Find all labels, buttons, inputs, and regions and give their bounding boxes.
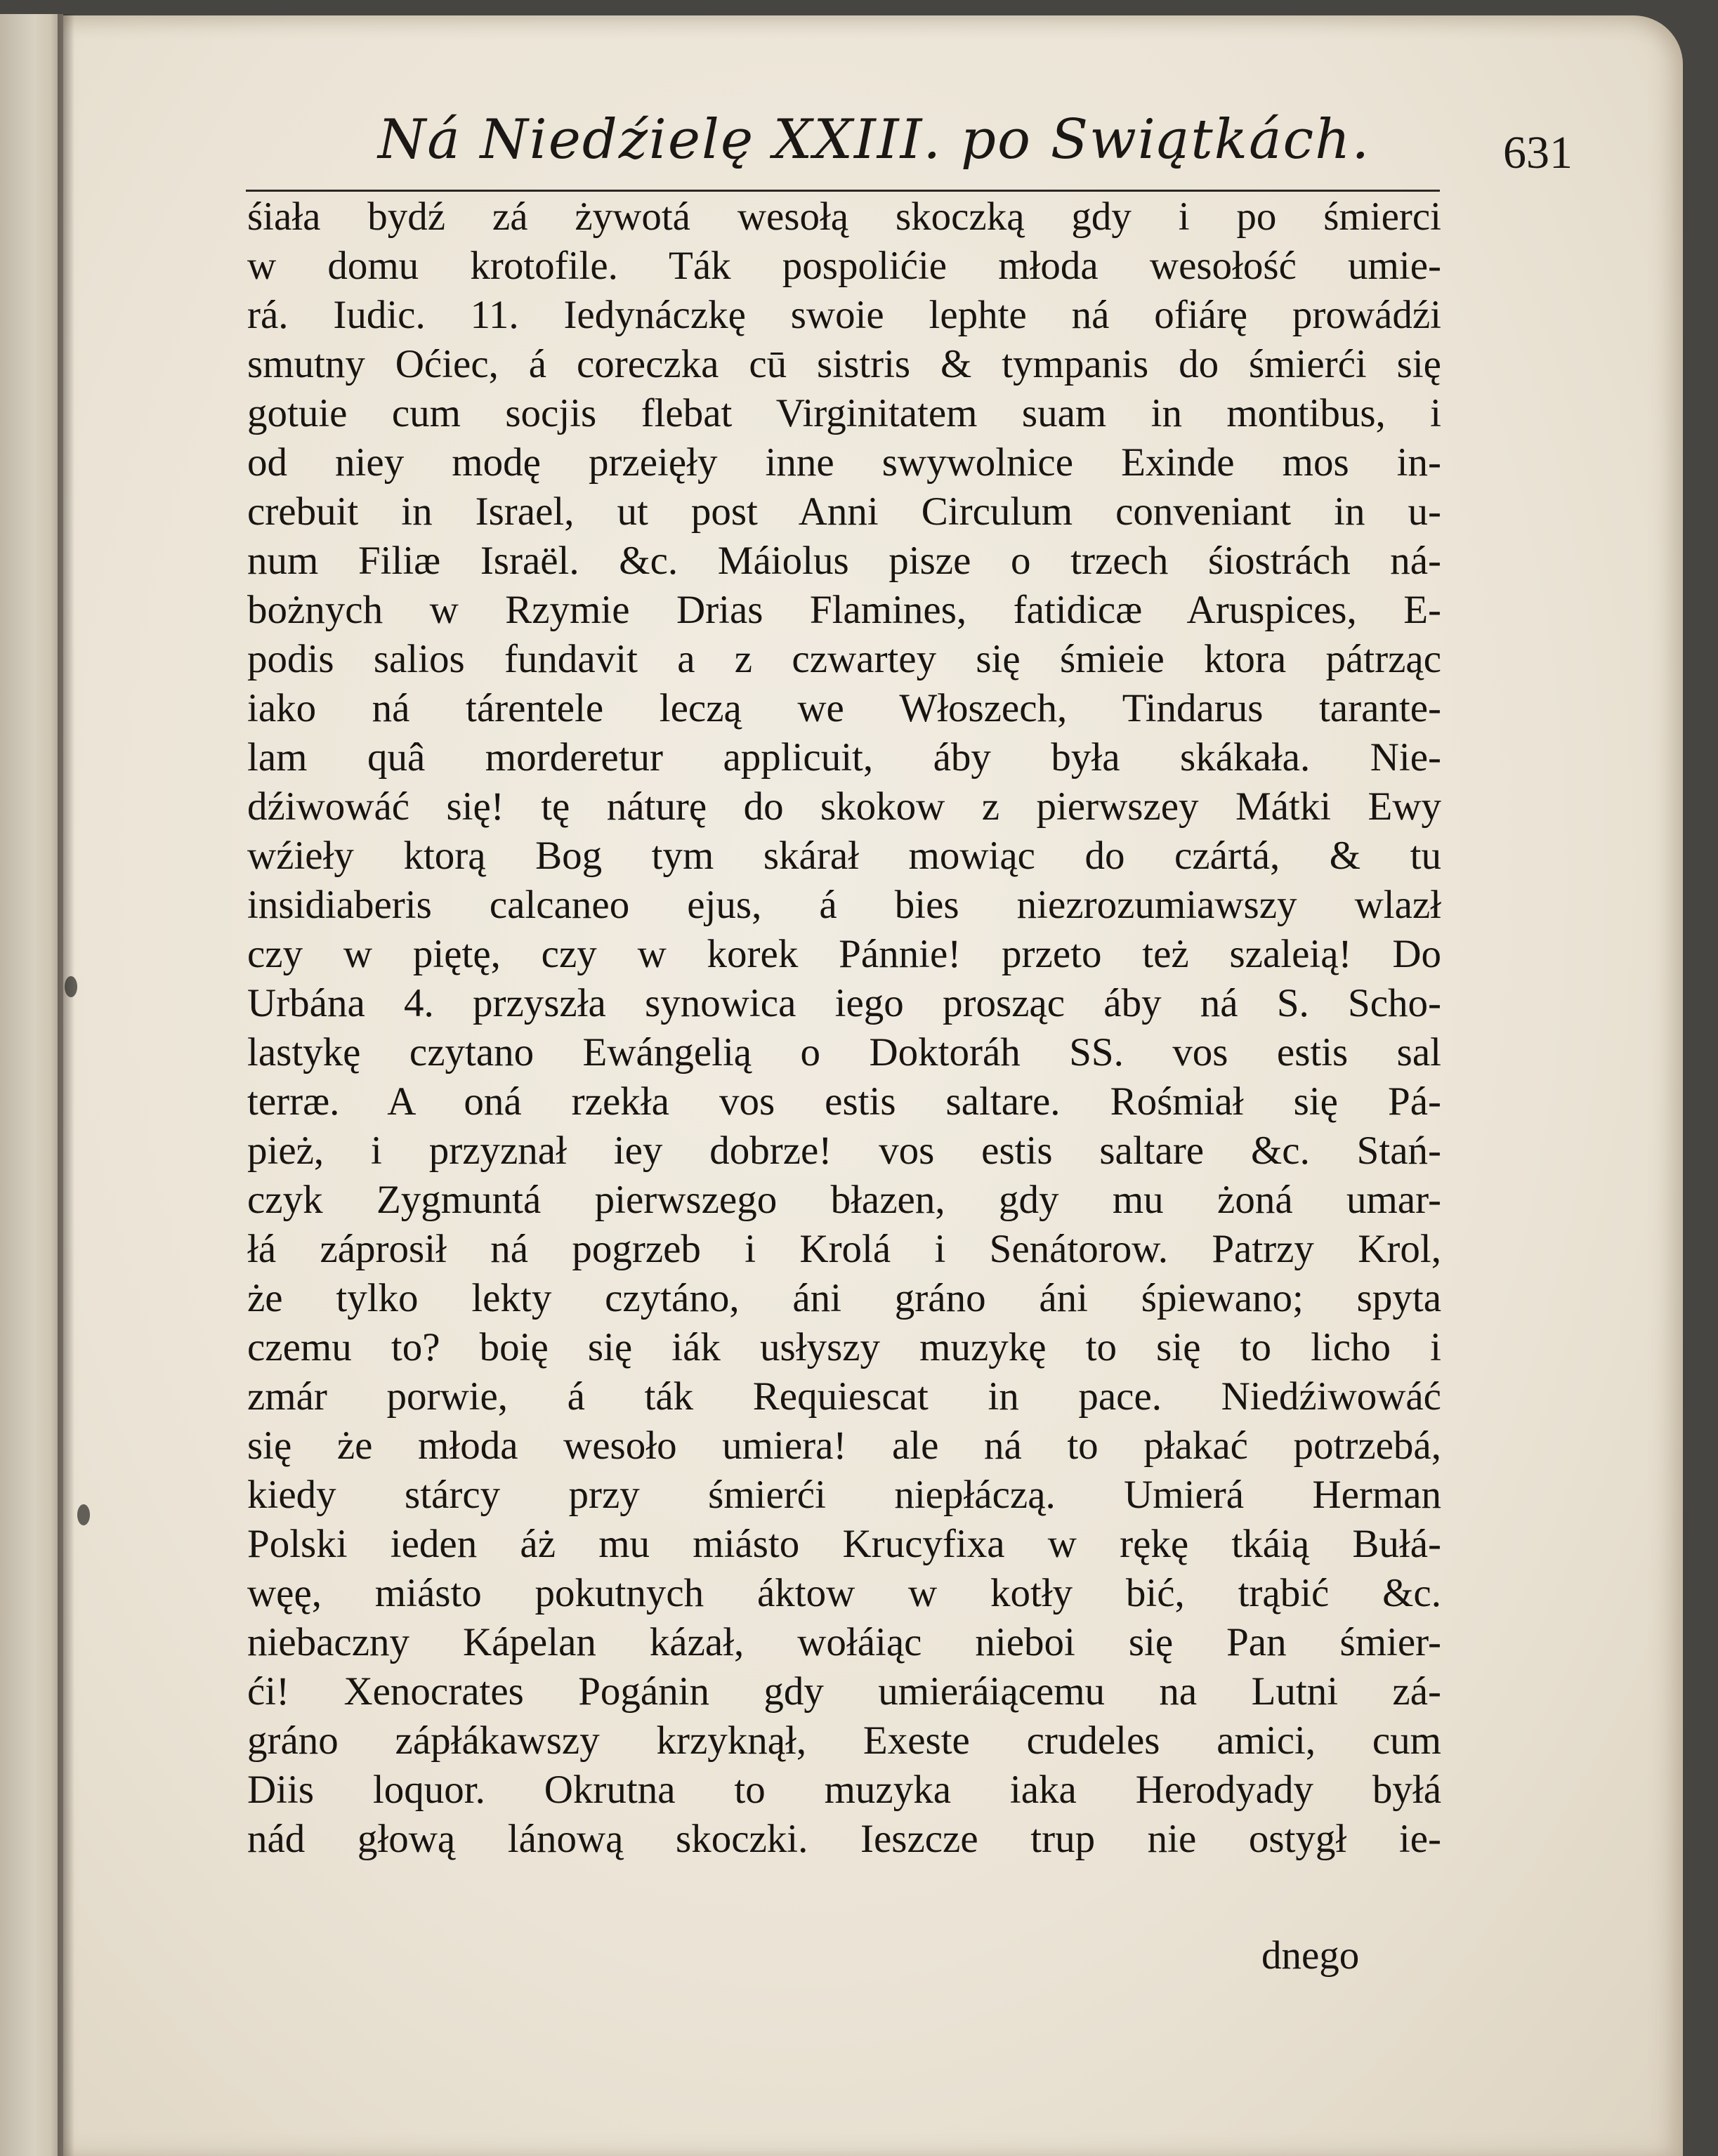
text-line: Diis loquor. Okrutna to muzyka iaka Herodyady byłá xyxy=(247,1768,1441,1812)
running-title: Ná Niedźielę XXIII. po Swiątkách. xyxy=(378,108,1371,171)
text-line: łá záprosił ná pogrzeb i Krolá i Senátorow. Patrzy Krol, xyxy=(247,1227,1441,1271)
text-line: węę, miásto pokutnych áktow w kotły bić, trąbić &c. xyxy=(247,1571,1441,1615)
text-line: gráno zápłákawszy krzyknął, Exeste crudeles amici, cum xyxy=(247,1718,1441,1763)
text-line: wźieły ktorą Bog tym skárał mowiąc do czártá, & tu xyxy=(247,834,1441,878)
text-line: ći! Xenocrates Pogánin gdy umieráiącemu na Lutni zá- xyxy=(247,1669,1441,1714)
text-line: Urbána 4. przyszła synowica iego prosząc áby ná S. Scho- xyxy=(247,981,1441,1025)
text-line: dźiwowáć się! tę náturę do skokow z pierwszey Mátki Ewy xyxy=(247,784,1441,829)
text-line: rá. Iudic. 11. Iedynáczkę swoie lephte ná ofiárę prowádźi xyxy=(247,293,1441,337)
text-line: niebaczny Kápelan kázał, wołáiąc nieboi się Pan śmier- xyxy=(247,1620,1441,1664)
text-line: Polski ieden áż mu miásto Krucyfixa w rękę tkáią Bułá- xyxy=(247,1522,1441,1566)
binding-mark xyxy=(77,1504,90,1525)
text-line: się że młoda wesoło umiera! ale ná to płakać potrzebá, xyxy=(247,1424,1441,1468)
text-line: insidiaberis calcaneo ejus, á bies niezrozumiawszy wlazł xyxy=(247,883,1441,927)
text-line: nád głową lánową skoczki. Ieszcze trup nie ostygł ie- xyxy=(247,1817,1441,1861)
text-line: lam quâ morderetur applicuit, áby była skákała. Nie- xyxy=(247,735,1441,780)
text-line: pież, i przyznał iey dobrze! vos estis saltare &c. Stań- xyxy=(247,1129,1441,1173)
text-line: czy w piętę, czy w korek Pánnie! przeto też szaleią! Do xyxy=(247,932,1441,976)
text-line: czyk Zygmuntá pierwszego błazen, gdy mu żoná umar- xyxy=(247,1178,1441,1222)
text-line: śiała bydź zá żywotá wesołą skoczką gdy i po śmierci xyxy=(247,195,1441,239)
text-line: zmár porwie, á ták Requiescat in pace. Niedźiwowáć xyxy=(247,1374,1441,1419)
header-rule xyxy=(246,190,1440,192)
text-line: podis salios fundavit a z czwartey się śmieie ktora pátrząc xyxy=(247,637,1441,681)
text-line: num Filiæ Israël. &c. Máiolus pisze o trzech śiostrách ná- xyxy=(247,539,1441,583)
page-number: 631 xyxy=(1503,127,1573,178)
text-line: lastykę czytano Ewángelią o Doktoráh SS. vos estis sal xyxy=(247,1030,1441,1074)
text-line: od niey modę przeięły inne swywolnice Exinde mos in- xyxy=(247,440,1441,485)
body-text xyxy=(247,192,1441,1864)
text-line: crebuit in Israel, ut post Anni Circulum conveniant in u- xyxy=(247,489,1441,534)
text-line: kiedy stárcy przy śmierći niepłáczą. Umierá Herman xyxy=(247,1473,1441,1517)
text-line: gotuie cum socjis flebat Virginitatem suam in montibus, i xyxy=(247,391,1441,435)
text-line: terræ. A oná rzekła vos estis saltare. Rośmiał się Pá- xyxy=(247,1079,1441,1124)
text-line: czemu to? boię się iák usłyszy muzykę to się to licho i xyxy=(247,1325,1441,1369)
text-line: w domu krotofile. Ták pospolićie młoda wesołość umie- xyxy=(247,244,1441,288)
text-line: iako ná tárentele leczą we Włoszech, Tindarus tarante- xyxy=(247,686,1441,730)
text-line: że tylko lekty czytáno, áni gráno áni śpiewano; spyta xyxy=(247,1276,1441,1320)
catchword: dnego xyxy=(1261,1933,1360,1978)
text-line: bożnych w Rzymie Drias Flamines, fatidicæ Aruspices, E- xyxy=(247,588,1441,632)
previous-page-edge xyxy=(0,14,63,2156)
book-page xyxy=(63,15,1683,2156)
gutter-shadow xyxy=(58,14,74,2156)
text-line: smutny Oćiec, á coreczka cū sistris & tympanis do śmierći się xyxy=(247,342,1441,386)
